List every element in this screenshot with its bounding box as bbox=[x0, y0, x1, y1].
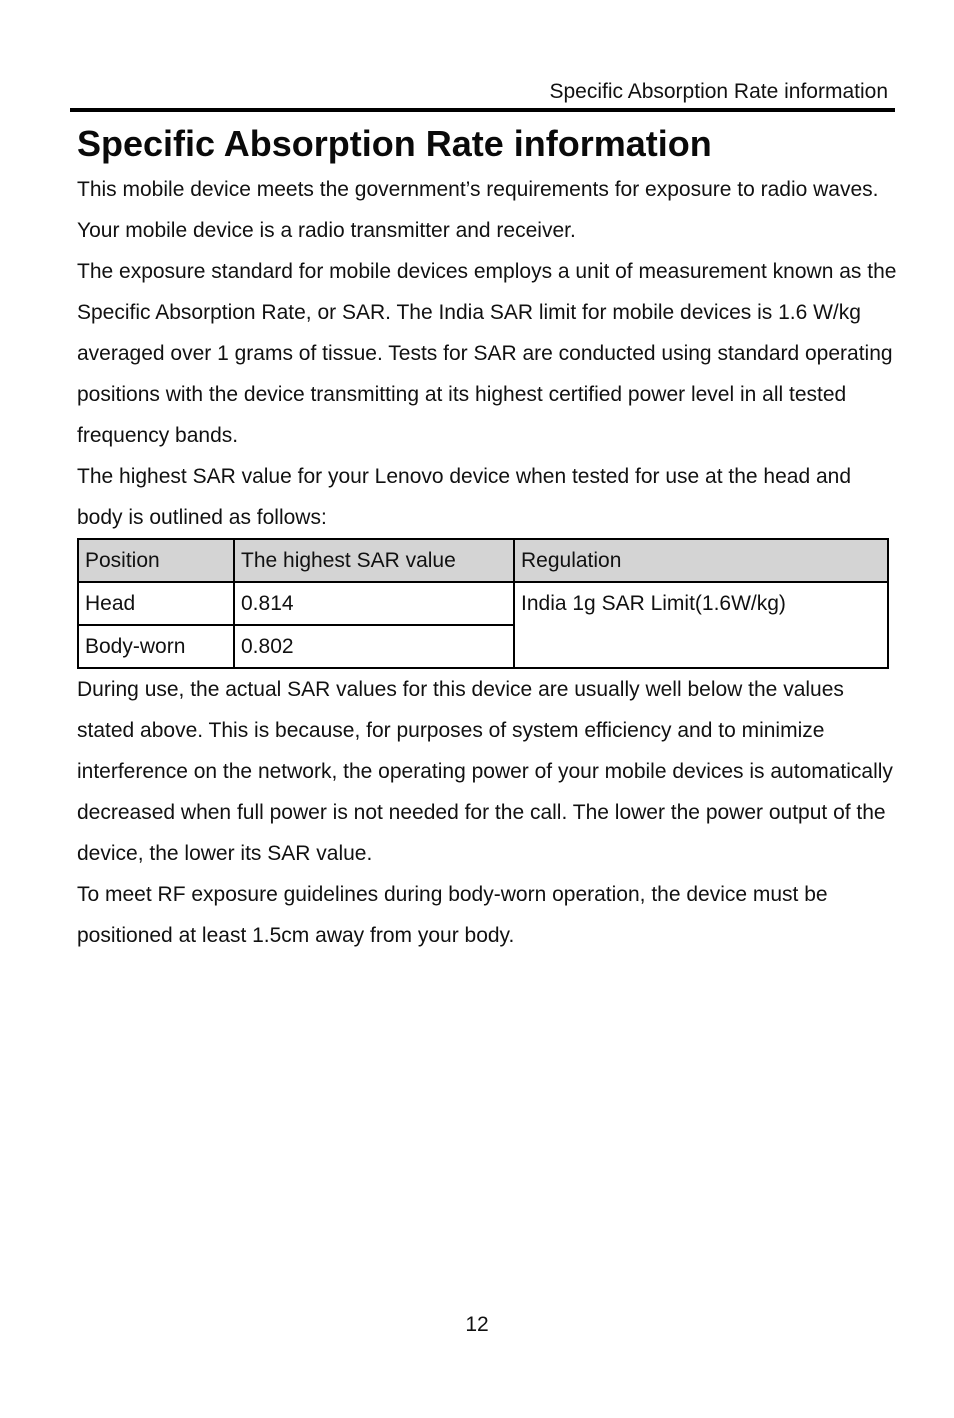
paragraph-exposure-standard: The exposure standard for mobile devices employs a unit of measurement known as the Specific Absorption Rate, or SAR. The India SAR limit for mobile devices is 1.6 W/kg averaged over 1 grams of tissue. Tests for SAR are conducted using standard operating positions with the device transmitting at its highest certified power level in all tested frequency bands. bbox=[77, 260, 897, 447]
running-header: Specific Absorption Rate information bbox=[549, 80, 888, 103]
cell-regulation: India 1g SAR Limit(1.6W/kg) bbox=[514, 582, 888, 668]
page-number: 12 bbox=[465, 1313, 489, 1336]
paragraph-during-use: During use, the actual SAR values for this device are usually well below the values stated above. This is because, for purposes of system efficiency and to minimize interference on the network, the operating power of your mobile devices is automatically decreased when full power is not needed for the call. The lower the power output of the device, the lower its SAR value. bbox=[77, 678, 893, 865]
header-rule bbox=[70, 108, 895, 112]
cell-sar-value: 0.802 bbox=[234, 625, 514, 668]
cell-sar-value: 0.814 bbox=[234, 582, 514, 625]
table-header-row bbox=[78, 539, 888, 582]
paragraph-intro-exposure: This mobile device meets the government’s requirements for exposure to radio waves. bbox=[77, 178, 879, 201]
page-title: Specific Absorption Rate information bbox=[77, 123, 712, 164]
column-header-sar-value: The highest SAR value bbox=[234, 539, 514, 582]
cell-position: Body-worn bbox=[78, 625, 234, 668]
paragraph-highest-sar: The highest SAR value for your Lenovo device when tested for use at the head and body is outlined as follows: bbox=[77, 465, 851, 529]
cell-position: Head bbox=[78, 582, 234, 625]
column-header-regulation: Regulation bbox=[514, 539, 888, 582]
paragraph-body-worn: To meet RF exposure guidelines during body-worn operation, the device must be positioned at least 1.5cm away from your body. bbox=[77, 883, 828, 947]
page-content bbox=[77, 119, 897, 956]
sar-table bbox=[77, 538, 889, 669]
column-header-position: Position bbox=[78, 539, 234, 582]
paragraph-transmitter: Your mobile device is a radio transmitter and receiver. bbox=[77, 219, 576, 242]
table-row bbox=[78, 582, 888, 625]
